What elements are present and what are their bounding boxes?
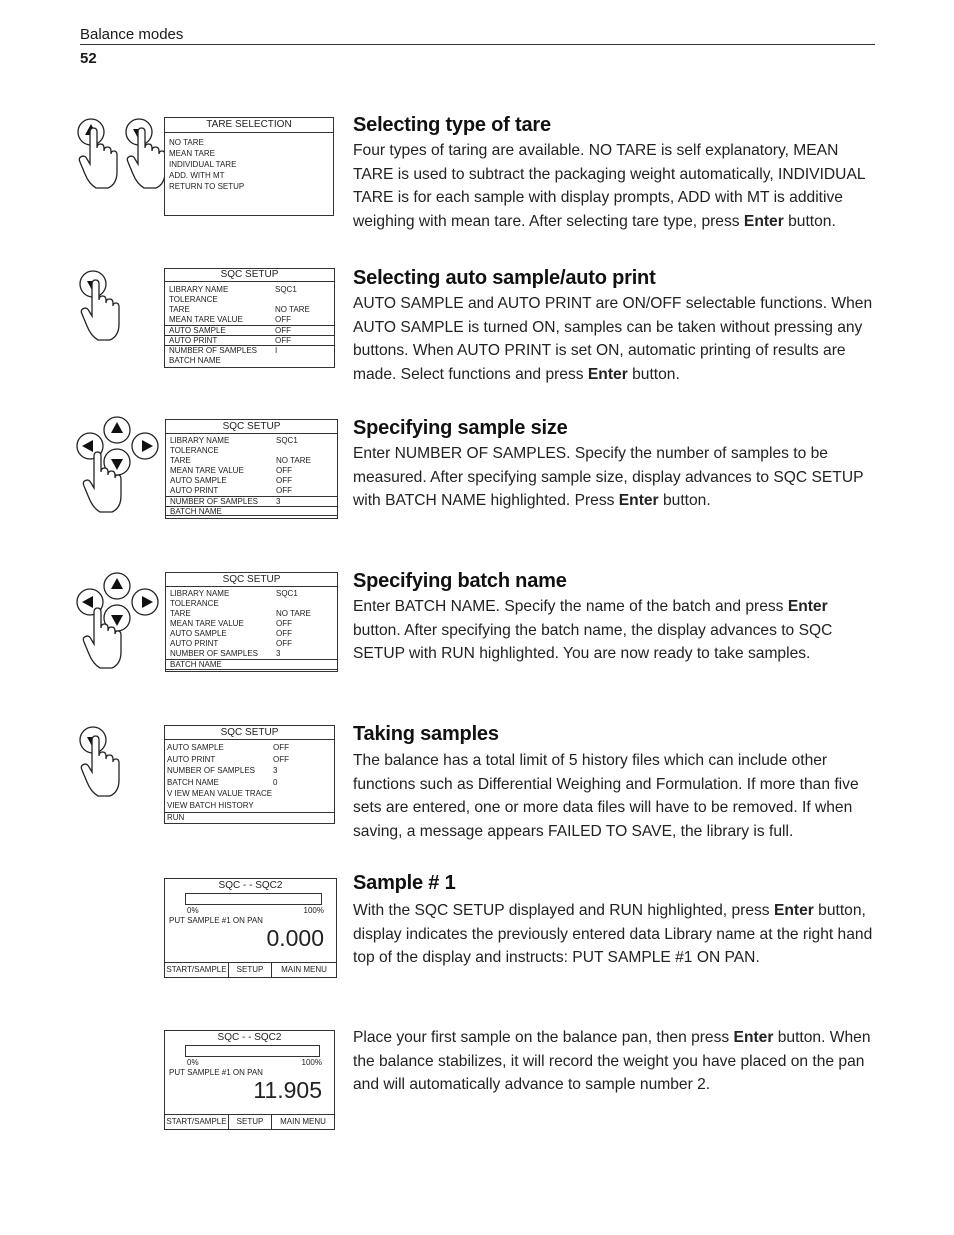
- weight-readout: 11.905: [253, 1077, 322, 1103]
- setup-row: TOLERANCE: [170, 599, 219, 608]
- setup-row: AUTO SAMPLE OFF: [170, 476, 292, 485]
- section-body-tare: Four types of taring are available. NO TARE is self explanatory, MEAN TARE is used to subtract the packaging weight automatically, INDIVIDUAL TARE is for each sample with display prompts, ADD with MT is additive weighing with mean tare. After selecting tare type, press Enter button.: [353, 142, 865, 230]
- main-menu-softkey[interactable]: MAIN MENU: [280, 1117, 326, 1126]
- navigation-pad-hand-icon: [74, 572, 164, 674]
- section-title-batch-name: Specifying batch name: [353, 570, 567, 592]
- setup-row: MEAN TARE VALUE OFF: [169, 315, 291, 324]
- setup-row: AUTO SAMPLE OFF: [167, 743, 289, 752]
- setup-row: NUMBER OF SAMPLES I: [169, 346, 278, 355]
- section-body-batch-name: Enter BATCH NAME. Specify the name of the batch and press Enter button. After specifying the batch name, the display advances to SQC SETUP with RUN highlighted. You are now ready to take samples.: [353, 598, 833, 662]
- section-title-taking-samples: Taking samples: [353, 723, 499, 745]
- menu-item: NO TARE: [169, 138, 204, 147]
- menu-item: ADD. WITH MT: [169, 171, 225, 180]
- section-title-sample-1: Sample # 1: [353, 872, 456, 894]
- menu-item: INDIVIDUAL TARE: [169, 160, 237, 169]
- progress-bar: [185, 893, 322, 905]
- setup-row: TOLERANCE: [170, 446, 219, 455]
- progress-bar: [185, 1045, 320, 1057]
- setup-row: LIBRARY NAME SQC1: [170, 589, 298, 598]
- setup-row: MEAN TARE VALUE OFF: [170, 619, 292, 628]
- setup-row: NUMBER OF SAMPLES 3: [170, 649, 281, 658]
- setup-row: AUTO PRINT OFF: [170, 486, 292, 495]
- progress-scale: 0% 100%: [187, 1058, 322, 1067]
- navigation-pad-hand-icon: [74, 414, 164, 516]
- setup-row-highlighted: RUN: [165, 812, 334, 824]
- setup-softkey[interactable]: SETUP: [229, 1115, 272, 1129]
- section-body-sample-size: Enter NUMBER OF SAMPLES. Specify the number of samples to be measured. After specifying sample size, display advances to SQC SETUP with BATCH NAME highlighted. Press Enter button.: [353, 445, 864, 509]
- display-title: SQC - - SQC2: [218, 880, 283, 891]
- display-title: SQC SETUP: [166, 420, 337, 434]
- setup-row: BATCH NAME: [166, 507, 337, 516]
- section-body-taking-samples: The balance has a total limit of 5 history files which can include other functions such as Differential Weighing and Formulation. If more than five sets are entered, one or more data files will have to be removed. If when saving, a message appears FAILED TO SAVE, the library is full.: [353, 752, 859, 840]
- display-title: SQC SETUP: [165, 269, 334, 282]
- softkey-bar: [165, 1114, 334, 1129]
- setup-softkey[interactable]: SETUP: [229, 963, 272, 977]
- setup-row: TARE NO TARE: [169, 305, 310, 314]
- section-body-place-sample: Place your first sample on the balance pan, then press Enter button. When the balance stabilizes, it will record the weight you have placed on the pan and will automatically advance to sample number 2.: [353, 1029, 871, 1093]
- display-title: SQC SETUP: [165, 726, 334, 740]
- setup-row: AUTO SAMPLE OFF: [170, 629, 292, 638]
- setup-row: AUTO PRINT OFF: [170, 639, 292, 648]
- sample-display: [164, 1030, 335, 1130]
- header-label: Balance modes: [80, 26, 184, 43]
- main-menu-softkey[interactable]: MAIN MENU: [281, 965, 327, 974]
- setup-row: BATCH NAME 0: [167, 777, 278, 787]
- down-button-hand-icon: [78, 270, 124, 342]
- section-body-auto-sample: AUTO SAMPLE and AUTO PRINT are ON/OFF selectable functions. When AUTO SAMPLE is turned ON, samples can be taken without pressing any buttons. When AUTO PRINT is set ON, automatic printing of results are made. Select functions and press Enter button.: [353, 295, 873, 383]
- sample-display: [164, 878, 337, 978]
- setup-row-highlighted: AUTO PRINT OFF: [165, 336, 334, 346]
- section-title-sample-size: Specifying sample size: [353, 417, 568, 439]
- sqc-setup-display: [165, 572, 338, 672]
- menu-item: MEAN TARE: [169, 149, 215, 158]
- page-number: 52: [80, 50, 97, 67]
- menu-item: RETURN TO SETUP: [169, 182, 245, 191]
- setup-row: TARE NO TARE: [170, 609, 311, 618]
- header-rule: [80, 44, 875, 45]
- display-title: TARE SELECTION: [165, 118, 333, 133]
- down-button-hand-icon: [78, 726, 124, 798]
- setup-row: TARE NO TARE: [170, 456, 311, 465]
- sqc-setup-display: [164, 725, 335, 824]
- section-title-auto-sample: Selecting auto sample/auto print: [353, 267, 656, 289]
- setup-row: VIEW BATCH HISTORY: [167, 800, 254, 810]
- softkey-bar: [165, 962, 336, 977]
- start-sample-softkey[interactable]: START/SAMPLE: [165, 963, 229, 977]
- setup-row-highlighted: BATCH NAME: [166, 659, 337, 670]
- setup-row-highlighted: NUMBER OF SAMPLES 3: [166, 496, 337, 507]
- setup-row: MEAN TARE VALUE OFF: [170, 466, 292, 475]
- setup-row: NUMBER OF SAMPLES 3: [167, 766, 278, 775]
- section-body-sample-1: With the SQC SETUP displayed and RUN highlighted, press Enter button, display indicates the previously entered data Library name at the right hand top of the display and instructs: PUT SAMPLE #1 ON PAN.: [353, 902, 873, 966]
- setup-row: BATCH NAME: [169, 356, 221, 365]
- sample-prompt: PUT SAMPLE #1 ON PAN: [169, 1068, 263, 1077]
- display-title: SQC - - SQC2: [217, 1032, 282, 1043]
- progress-scale: 0% 100%: [187, 906, 324, 915]
- up-button-hand-icon: [76, 118, 122, 190]
- setup-row: TOLERANCE: [169, 295, 218, 304]
- section-title-tare: Selecting type of tare: [353, 114, 551, 136]
- setup-row: LIBRARY NAME SQC1: [170, 436, 298, 445]
- sqc-setup-display: [164, 268, 335, 368]
- setup-row-highlighted: AUTO SAMPLE OFF: [165, 325, 334, 336]
- display-title: SQC SETUP: [166, 573, 337, 587]
- start-sample-softkey[interactable]: START/SAMPLE: [165, 1115, 229, 1129]
- weight-readout: 0.000: [266, 925, 324, 951]
- sqc-setup-display: [165, 419, 338, 519]
- tare-selection-display: [164, 117, 334, 216]
- sample-prompt: PUT SAMPLE #1 ON PAN: [169, 916, 263, 925]
- setup-row: V IEW MEAN VALUE TRACE: [167, 789, 273, 798]
- setup-row: LIBRARY NAME SQC1: [169, 285, 297, 294]
- setup-row: AUTO PRINT OFF: [167, 754, 289, 764]
